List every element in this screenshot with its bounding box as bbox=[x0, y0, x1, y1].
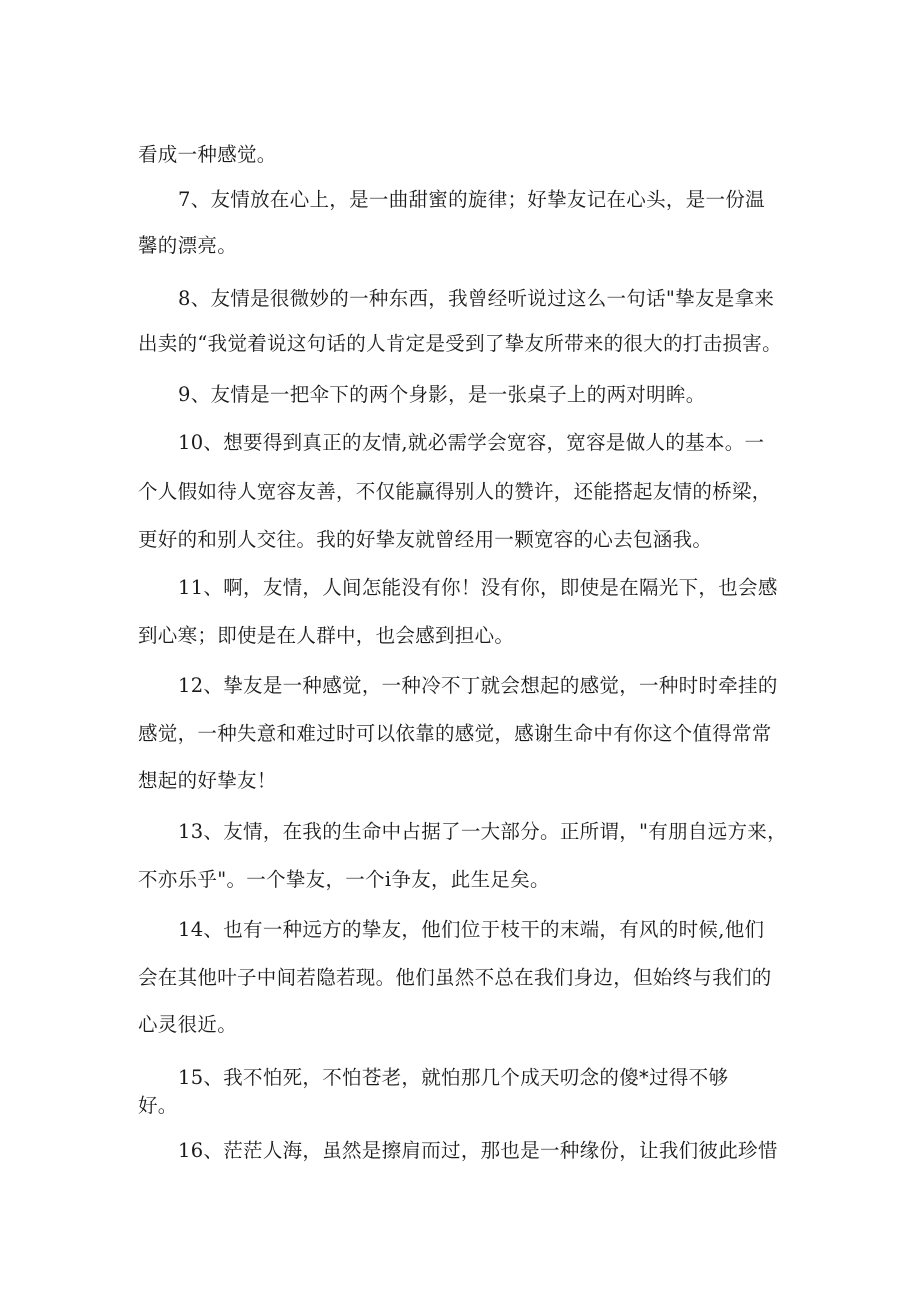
paragraph-10-line-1: 10、想要得到真正的友情,就必需学会宽容，宽容是做人的基本。一 bbox=[178, 431, 765, 454]
text-line: 看成一种感觉。 bbox=[138, 143, 277, 166]
paragraph-10-line-2: 个人假如待人宽容友善，不仅能赢得别人的赞许，还能搭起友情的桥梁， bbox=[138, 480, 772, 503]
paragraph-11-line-2: 到心寒；即使是在人群中，也会感到担心。 bbox=[138, 624, 515, 647]
paragraph-14-line-2: 会在其他叶子中间若隐若现。他们虽然不总在我们身边，但始终与我们的 bbox=[138, 966, 772, 989]
paragraph-16-line-1: 16、茫茫人海，虽然是擦肩而过，那也是一种缘份，让我们彼此珍惜 bbox=[178, 1139, 778, 1162]
paragraph-14-line-1: 14、也有一种远方的挚友，他们位于枝干的末端，有风的时候,他们 bbox=[178, 918, 765, 941]
paragraph-12-line-1: 12、挚友是一种感觉，一种冷不丁就会想起的感觉，一种时时牵挂的 bbox=[178, 674, 778, 697]
paragraph-15-line-2: 好。 bbox=[138, 1094, 178, 1117]
paragraph-7-line-2: 馨的漂亮。 bbox=[138, 234, 238, 257]
paragraph-13-line-1: 13、友情，在我的生命中占据了一大部分。正所谓，"有朋自远方来， bbox=[178, 820, 787, 843]
paragraph-9-line-1: 9、友情是一把伞下的两个身影，是一张桌子上的两对明眸。 bbox=[178, 383, 706, 406]
paragraph-7-line-1: 7、友情放在心上，是一曲甜蜜的旋律；好挚友记在心头，是一份温 bbox=[178, 188, 765, 211]
paragraph-8-line-2: 出卖的“我觉着说这句话的人肯定是受到了挚友所带来的很大的打击损害。 bbox=[138, 332, 782, 355]
paragraph-13-line-2: 不亦乐乎"。一个挚友，一个i争友，此生足矣。 bbox=[138, 868, 550, 891]
paragraph-12-line-3: 想起的好挚友！ bbox=[138, 769, 277, 792]
paragraph-15-line-1: 15、我不怕死，不怕苍老，就怕那几个成天叨念的傻*过得不够 bbox=[178, 1066, 729, 1089]
paragraph-10-line-3: 更好的和别人交往。我的好挚友就曾经用一颗宽容的心去包涵我。 bbox=[138, 528, 713, 551]
paragraph-14-line-3: 心灵很近。 bbox=[138, 1013, 238, 1036]
paragraph-12-line-2: 感觉，一种失意和难过时可以依靠的感觉，感谢生命中有你这个值得常常 bbox=[138, 722, 772, 745]
paragraph-11-line-1: 11、啊，友情，人间怎能没有你！没有你，即使是在隔光下，也会感 bbox=[178, 576, 778, 599]
paragraph-8-line-1: 8、友情是很微妙的一种东西，我曾经听说过这么一句话"挚友是拿来 bbox=[178, 287, 775, 310]
